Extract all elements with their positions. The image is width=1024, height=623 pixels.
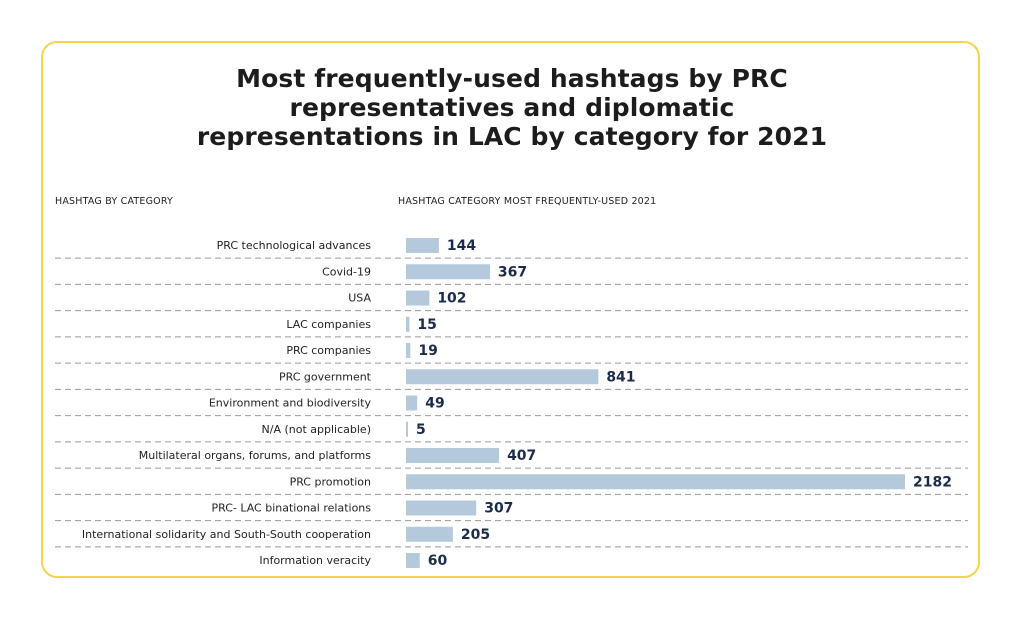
value-label: 307 — [484, 500, 514, 517]
bar — [406, 396, 417, 411]
bar — [406, 369, 598, 384]
category-label: PRC technological advances — [216, 239, 371, 252]
value-label: 2182 — [913, 474, 952, 491]
category-label: PRC promotion — [289, 475, 371, 489]
bar — [406, 264, 490, 279]
category-label: International solidarity and South-South cooperation — [81, 527, 371, 541]
value-label: 49 — [425, 395, 445, 412]
bar — [406, 448, 499, 463]
category-label: PRC government — [279, 370, 371, 384]
value-label: 367 — [497, 264, 528, 281]
bar — [406, 317, 409, 332]
bar — [406, 474, 905, 489]
chart-title-line-2: representatives and diplomatic — [289, 93, 735, 122]
value-label: 407 — [507, 448, 537, 464]
category-label: Multilateral organs, forums, and platforms — [138, 449, 371, 462]
value-label: 205 — [460, 526, 491, 543]
chart-title-line-3: representations in LAC by category for 2021 — [196, 122, 828, 151]
value-column-header: HASHTAG CATEGORY MOST FREQUENTLY-USED 2021 — [398, 196, 657, 207]
value-label: 60 — [427, 553, 448, 569]
category-label: Information veracity — [259, 554, 371, 567]
category-label: USA — [348, 291, 371, 305]
category-label: LAC companies — [286, 317, 371, 331]
value-label: 19 — [418, 343, 438, 359]
category-label: Covid-19 — [322, 265, 371, 279]
category-label: N/A (not applicable) — [261, 422, 371, 436]
value-label: 102 — [437, 290, 467, 307]
chart-title-line-1: Most frequently-used hashtags by PRC — [236, 64, 788, 93]
bar — [406, 501, 476, 516]
value-label: 841 — [606, 369, 636, 386]
bar — [406, 422, 408, 437]
category-label: PRC- LAC binational relations — [211, 501, 371, 515]
bar — [406, 291, 429, 306]
category-label: Environment and biodiversity — [208, 396, 371, 410]
bar — [406, 238, 439, 253]
category-label: PRC companies — [286, 344, 371, 357]
value-label: 15 — [417, 316, 437, 333]
value-label: 5 — [416, 421, 426, 438]
bar — [406, 343, 410, 358]
bar — [406, 553, 420, 568]
value-label: 144 — [446, 238, 477, 254]
bar — [406, 527, 453, 542]
category-column-header: HASHTAG BY CATEGORY — [55, 196, 174, 207]
